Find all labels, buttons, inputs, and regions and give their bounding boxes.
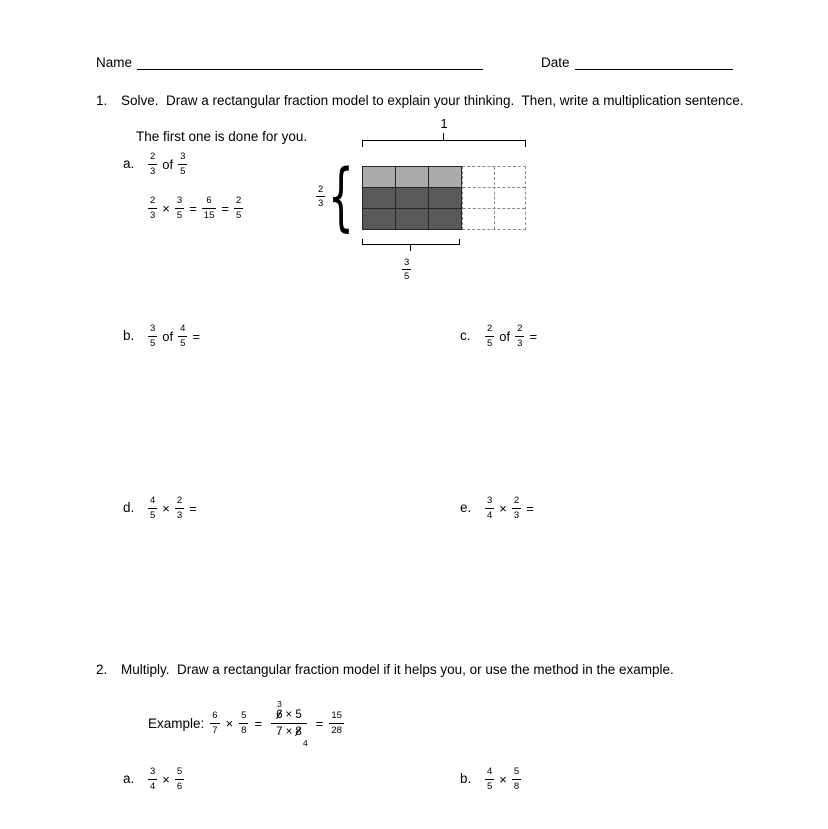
grid-cell: [396, 188, 428, 208]
fraction: [512, 766, 521, 792]
struck-digit: 8: [295, 725, 302, 738]
denominator: 6: [176, 780, 183, 792]
denominator: 8: [513, 780, 520, 792]
times-sign: ×: [499, 771, 507, 787]
numerator: 5: [241, 710, 247, 722]
operator: of: [162, 328, 174, 344]
bottom-axis-fraction: [402, 257, 411, 283]
fraction: [148, 766, 157, 792]
numerator: 3: [176, 195, 183, 207]
grid-cell: [363, 188, 395, 208]
numerator: 4: [487, 766, 493, 778]
worked-numerator: [271, 698, 307, 723]
numerator: 5: [176, 766, 183, 778]
numerator: 2: [150, 151, 156, 163]
worked-fraction: [271, 698, 308, 748]
problem-1-number: 1.: [96, 93, 108, 108]
fraction: [485, 766, 494, 792]
denominator: 3: [513, 509, 520, 521]
fraction: [515, 323, 524, 349]
worked-denominator: [271, 723, 308, 748]
part-2b: [460, 765, 521, 793]
left-brace: [328, 166, 354, 232]
numerator: 2: [150, 195, 156, 207]
fraction: [210, 710, 219, 736]
date-blank-line[interactable]: [575, 54, 733, 70]
denominator: 5: [404, 271, 410, 283]
cancel-result-sup: 3: [277, 698, 282, 709]
fraction: [202, 195, 217, 221]
part-1a-work: [148, 150, 243, 222]
operator: of: [162, 156, 174, 172]
left-axis-fraction: [316, 184, 325, 210]
denominator: 5: [180, 165, 186, 177]
shaded-region: [362, 166, 462, 230]
fraction: [175, 766, 184, 792]
denominator: 15: [203, 209, 215, 221]
problem-2-text: Multiply. Draw a rectangular fraction model if it helps you, or use the method in the example.: [121, 662, 674, 677]
denominator: 5: [487, 780, 493, 792]
equals-sign: =: [254, 715, 263, 731]
cancelled-term: [295, 725, 308, 748]
denominator: 3: [150, 165, 156, 177]
date-label: Date: [541, 55, 570, 70]
part-1c-expression: [485, 322, 537, 350]
part-1c: [460, 322, 537, 350]
whole-label: 1: [440, 116, 448, 131]
grid-cell: [396, 167, 428, 187]
numerator: 2: [235, 195, 242, 207]
denominator: 5: [150, 337, 156, 349]
numerator: 5: [513, 766, 520, 778]
grid-cell: [429, 188, 461, 208]
numerator: 4: [180, 323, 186, 335]
equals-sign: =: [192, 328, 201, 344]
part-1e: [460, 494, 534, 522]
numerator: 2: [176, 495, 183, 507]
numerator: 3: [487, 495, 493, 507]
equals-sign: =: [189, 500, 197, 516]
numerator: 6: [206, 195, 212, 207]
equals-sign: =: [529, 328, 538, 344]
fraction: [329, 710, 344, 736]
fraction-model-diagram: [316, 116, 556, 302]
denominator: 3: [176, 509, 183, 521]
part-1d: [123, 494, 197, 522]
numerator: 4: [150, 495, 156, 507]
numerator-rest: × 5: [285, 708, 302, 721]
whole-label-tick: [443, 133, 444, 140]
part-2b-expression: [485, 765, 521, 793]
part-1e-label: e.: [460, 500, 472, 515]
denominator: 7: [212, 724, 218, 736]
part-1a: [123, 150, 243, 222]
numerator: 3: [150, 323, 156, 335]
problem-2-example: [148, 698, 344, 748]
numerator: 2: [513, 495, 520, 507]
fraction: [485, 495, 494, 521]
part-2b-label: b.: [460, 771, 472, 786]
top-bracket: [362, 140, 526, 147]
numerator: 15: [331, 710, 342, 722]
part-2a-label: a.: [123, 771, 135, 786]
denominator: 5: [176, 209, 183, 221]
example-row: [148, 698, 344, 748]
fraction: [239, 710, 248, 736]
part-1a-expression: [148, 150, 243, 178]
fraction: [148, 323, 157, 349]
fraction: [148, 495, 157, 521]
part-1b-label: b.: [123, 328, 135, 343]
times-sign: ×: [162, 200, 170, 216]
problem-1-line2: The first one is done for you.: [136, 129, 308, 144]
denominator: 4: [150, 780, 156, 792]
fraction: [485, 323, 494, 349]
numerator: 3: [404, 257, 410, 268]
example-label: Example:: [148, 715, 205, 731]
name-blank-line[interactable]: [137, 54, 483, 70]
fraction: [175, 495, 184, 521]
dashed-gridline: [463, 187, 525, 188]
grid-cell: [363, 167, 395, 187]
part-1a-label: a.: [123, 156, 135, 171]
fraction: [234, 195, 243, 221]
numerator: 3: [150, 766, 156, 778]
problem-2-number: 2.: [96, 662, 108, 677]
denominator: 5: [487, 337, 493, 349]
grid-cell: [429, 209, 461, 229]
problem-2: [96, 661, 786, 679]
numerator: 6: [212, 710, 218, 722]
fraction: [512, 495, 521, 521]
numerator: 2: [487, 323, 493, 335]
denominator: 3: [318, 198, 324, 210]
numerator: 3: [180, 151, 186, 163]
part-1b-expression: [148, 322, 200, 350]
numerator: 2: [517, 323, 523, 335]
operator: of: [499, 328, 511, 344]
times-sign: ×: [162, 500, 170, 516]
fraction: [178, 323, 187, 349]
denominator: 5: [150, 509, 156, 521]
fraction: [175, 195, 184, 221]
part-1a-multiplication-sentence: [148, 194, 243, 222]
denominator-left: 7 ×: [276, 725, 293, 738]
dashed-gridline: [463, 208, 525, 209]
part-1e-expression: [485, 494, 534, 522]
struck-digit: 6: [276, 708, 283, 721]
part-2a-expression: [148, 765, 184, 793]
equals-sign: =: [221, 200, 229, 216]
cancelled-term: [276, 698, 283, 721]
grid-cell: [363, 209, 395, 229]
equals-sign: =: [189, 200, 197, 216]
dashed-gridline: [494, 167, 495, 229]
equals-sign: =: [315, 715, 324, 731]
fraction: [148, 151, 157, 177]
denominator: 3: [517, 337, 523, 349]
fraction: [148, 195, 157, 221]
bottom-bracket-tick: [410, 245, 411, 251]
denominator: 8: [241, 724, 247, 736]
denominator: 3: [150, 209, 156, 221]
denominator: 5: [180, 337, 186, 349]
cancel-result-sub: 4: [303, 737, 308, 748]
grid-cell: [396, 209, 428, 229]
part-1c-label: c.: [460, 328, 471, 343]
fraction-grid: [362, 166, 526, 230]
problem-1-line1: Solve. Draw a rectangular fraction model to explain your thinking. Then, write a multiplication sentence.: [121, 93, 744, 108]
denominator: 5: [235, 209, 242, 221]
grid-cell: [429, 167, 461, 187]
bottom-bracket: [362, 239, 460, 245]
part-1b: [123, 322, 200, 350]
numerator: 2: [318, 184, 324, 195]
part-1d-expression: [148, 494, 197, 522]
name-label: Name: [96, 55, 133, 70]
times-sign: ×: [499, 500, 507, 516]
part-2a: [123, 765, 184, 793]
denominator: 4: [487, 509, 493, 521]
times-sign: ×: [225, 715, 234, 731]
denominator: 28: [331, 724, 342, 736]
header: [96, 54, 748, 70]
unshaded-region: [462, 166, 526, 230]
times-sign: ×: [162, 771, 170, 787]
part-1d-label: d.: [123, 500, 135, 515]
equals-sign: =: [526, 500, 534, 516]
fraction: [178, 151, 187, 177]
